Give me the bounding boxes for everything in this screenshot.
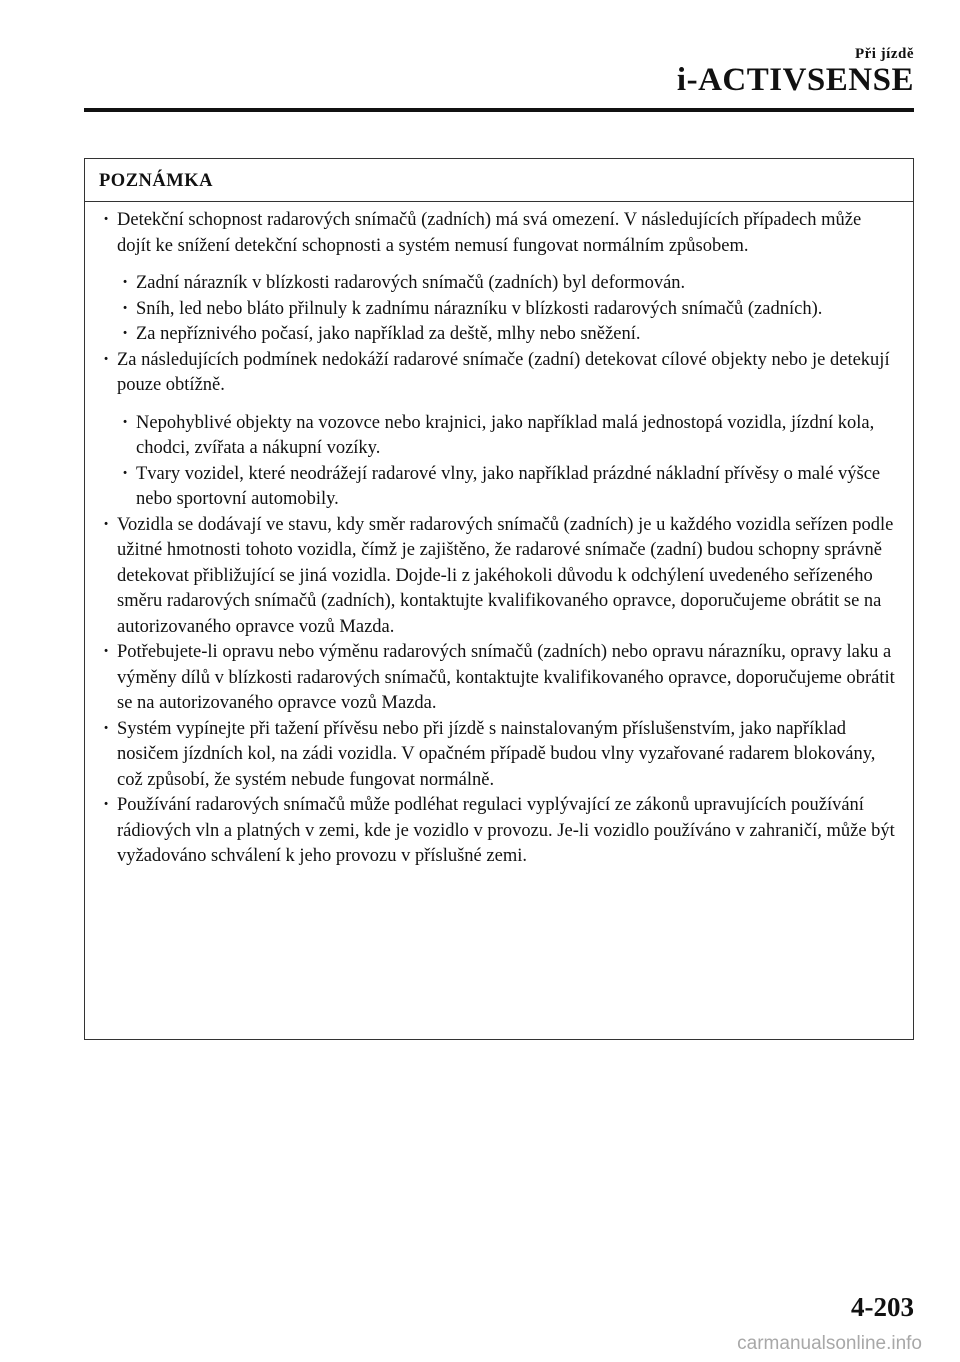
bullet-item: · Vozidla se dodávají ve stavu, kdy směr radarových snímačů (zadních) je u každého vozidla seřízen podle užitné hmotnosti tohoto vozidla, čímž je zajištěno, že radarové snímače (zadní) budou schopny správně detekovat přibližující se jiná vozidla. Dojde-li z jakéhokoli důvodu k odchýlení uvedeného seřízeného směru radarových snímačů (zadních), kontaktujte kvalifikovaného opravce, doporučujeme obrátit se na autorizovaného opravce vozů Mazda. bbox=[85, 513, 899, 641]
bullet-item: · Používání radarových snímačů může podléhat regulaci vyplývající ze zákonů upravujících používání rádiových vln a platných v zemi, kde je vozidlo v provozu. Je-li vozidlo používáno v zahraničí, může být vyžadováno schválení k jeho provozu v příslušné zemi. bbox=[85, 793, 899, 870]
bullet-item: · Potřebujete-li opravu nebo výměnu radarových snímačů (zadních) nebo opravu nárazníku, opravy laku a výměny dílů v blízkosti radarových snímačů, kontaktujte kvalifikovaného opravce, doporučujeme obrátit se na autorizovaného opravce vozů Mazda. bbox=[85, 640, 899, 717]
note-box bbox=[84, 158, 914, 1040]
page-number: 4-203 bbox=[851, 1292, 914, 1322]
bullet-item: · Systém vypínejte při tažení přívěsu nebo při jízdě s nainstalovaným příslušenstvím, jako například nosičem jízdních kol, na zádi vozidla. V opačném případě budou vlny vyzařované radarem blokovány, což způsobí, že systém nebude fungovat normálně. bbox=[85, 717, 899, 794]
sub-bullet-item: · Sníh, led nebo bláto přilnuly k zadnímu nárazníku v blízkosti radarových snímačů (zadních). bbox=[85, 297, 899, 323]
sub-bullet-item: · Tvary vozidel, které neodrážejí radarové vlny, jako například prázdné nákladní přívěsy o malé výšce nebo sportovní automobily. bbox=[85, 462, 899, 513]
section-label: Při jízdě bbox=[854, 46, 914, 62]
bullet-item: · Detekční schopnost radarových snímačů (zadních) má svá omezení. V následujících případech může dojít ke snížení detekční schopnosti a systém nemusí fungovat normálním způsobem. bbox=[85, 208, 899, 259]
note-body bbox=[85, 202, 913, 870]
watermark[interactable]: carmanualsonline.info bbox=[737, 1333, 922, 1354]
header-rule bbox=[84, 108, 914, 112]
bullet-item: · Za následujících podmínek nedokáží radarové snímače (zadní) detekovat cílové objekty nebo je detekují pouze obtížně. bbox=[85, 348, 899, 399]
note-title: POZNÁMKA bbox=[85, 159, 913, 202]
chapter-title: i-ACTIVSENSE bbox=[676, 62, 914, 98]
sub-bullet-item: · Za nepříznivého počasí, jako například za deště, mlhy nebo sněžení. bbox=[85, 322, 899, 348]
sub-bullet-item: · Nepohyblivé objekty na vozovce nebo krajnici, jako například malá jednostopá vozidla, jízdní kola, chodci, zvířata a nákupní vozíky. bbox=[85, 411, 899, 462]
sub-bullet-item: · Zadní nárazník v blízkosti radarových snímačů (zadních) byl deformován. bbox=[85, 271, 899, 297]
